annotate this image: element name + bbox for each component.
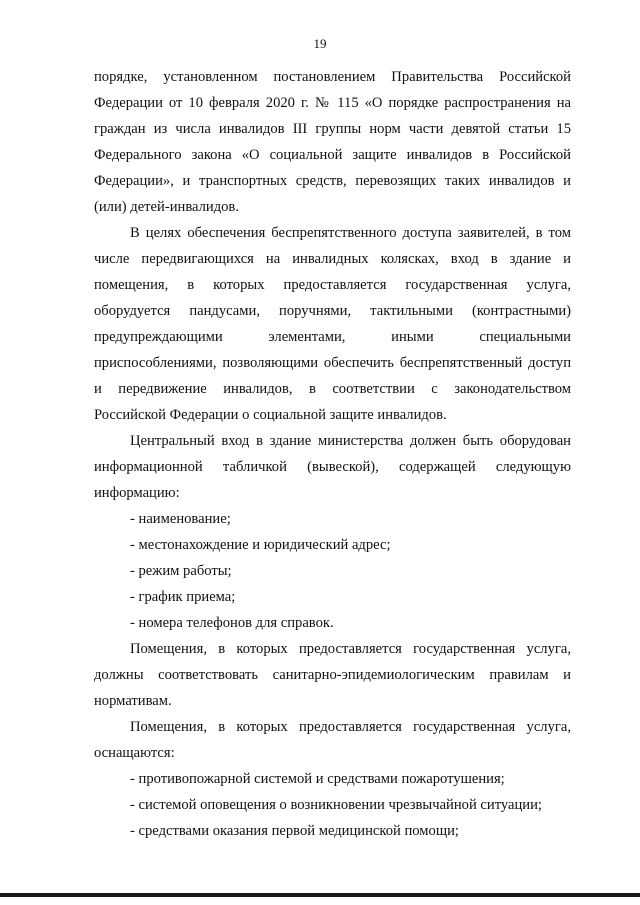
text-line: (или) детей-инвалидов. <box>94 199 239 215</box>
scan-edge-divider <box>0 893 640 897</box>
text-line: помещения, в которых предоставляется государственная услуга, <box>94 277 571 293</box>
text-line: Российской Федерации о социальной защите инвалидов. <box>94 407 447 423</box>
paragraph-first-line: Помещения, в которых предоставляется государственная услуга, <box>130 719 571 735</box>
text-line: приспособлениями, позволяющими обеспечить беспрепятственный доступ <box>94 355 571 371</box>
text-line: оснащаются: <box>94 745 175 761</box>
paragraph-first-line: Центральный вход в здание министерства должен быть оборудован <box>130 433 571 449</box>
list-item: - номера телефонов для справок. <box>130 615 334 631</box>
list-item: - средствами оказания первой медицинской помощи; <box>130 823 459 839</box>
text-line: должны соответствовать санитарно-эпидемиологическим правилам и <box>94 667 571 683</box>
list-item: - график приема; <box>130 589 236 605</box>
text-line: Федерального закона «О социальной защите инвалидов в Российской <box>94 147 571 163</box>
paragraph-first-line: Помещения, в которых предоставляется государственная услуга, <box>130 641 571 657</box>
text-line: информацию: <box>94 485 180 501</box>
text-line: оборудуется пандусами, поручнями, тактильными (контрастными) <box>94 303 571 319</box>
list-item: - противопожарной системой и средствами пожаротушения; <box>130 771 505 787</box>
text-line: и передвижение инвалидов, в соответствии с законодательством <box>94 381 571 397</box>
text-line: нормативам. <box>94 693 172 709</box>
text-line: порядке, установленном постановлением Правительства Российской <box>94 69 571 85</box>
list-item: - наименование; <box>130 511 231 527</box>
text-line: информационной табличкой (вывеской), содержащей следующую <box>94 459 571 475</box>
text-line: Федерации», и транспортных средств, перевозящих таких инвалидов и <box>94 173 571 189</box>
page-number: 19 <box>313 36 327 51</box>
list-item: - режим работы; <box>130 563 232 579</box>
list-item: - системой оповещения о возникновении чрезвычайной ситуации; <box>130 797 542 813</box>
paragraph-first-line: В целях обеспечения беспрепятственного доступа заявителей, в том <box>130 225 571 241</box>
list-item: - местонахождение и юридический адрес; <box>130 537 391 553</box>
text-line: числе передвигающихся на инвалидных колясках, вход в здание и <box>94 251 571 267</box>
text-line: предупреждающими элементами, иными специальными <box>94 329 571 345</box>
text-line: Федерации от 10 февраля 2020 г. № 115 «О порядке распространения на <box>94 95 571 111</box>
text-line: граждан из числа инвалидов III группы норм части девятой статьи 15 <box>94 121 571 137</box>
